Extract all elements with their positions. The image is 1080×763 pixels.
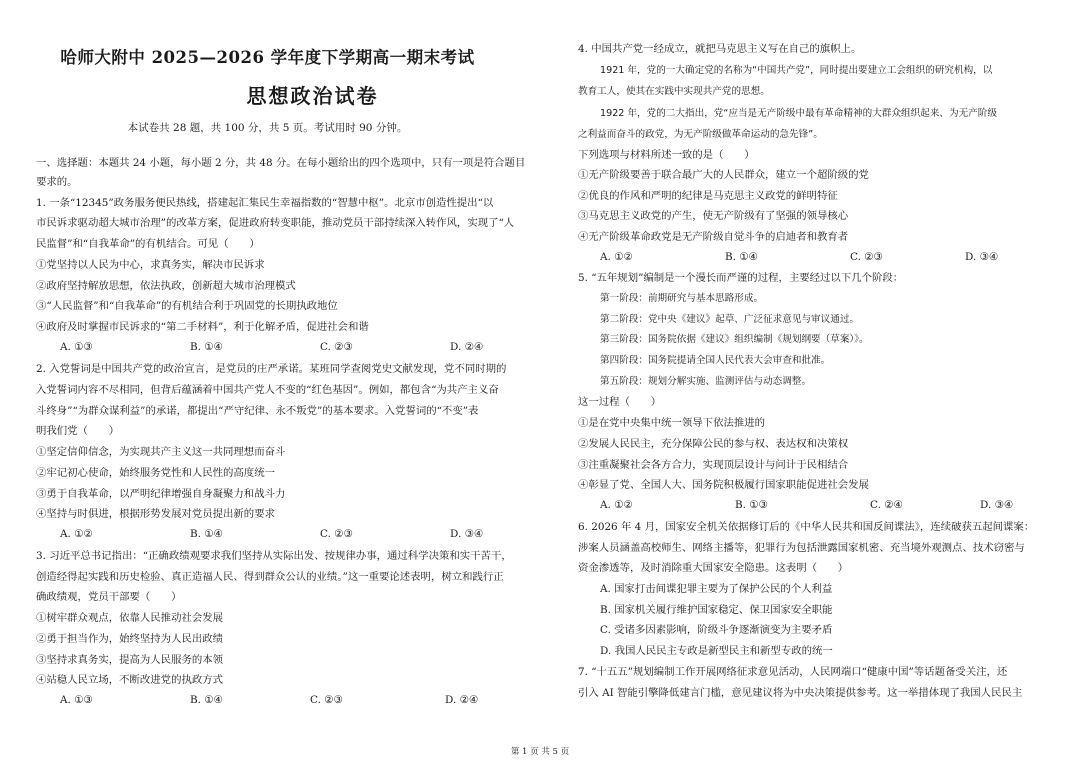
- q6-stem: 涉案人员涵盖高校师生、网络主播等，犯罪行为包括泄露国家机密、充当境外观测点、技术窃密与: [578, 542, 1025, 554]
- q2-option-a[interactable]: A. ①②: [60, 528, 93, 540]
- q1-stem: 市民诉求驱动超大城市治理”的改革方案，促进政府转变职能，推动党员干部持续深入转作风，实现了“人: [36, 217, 515, 229]
- q6-stem: 6. 2026 年 4 月，国家安全机关依据修订后的《中华人民共和国反间谍法》，连续破获五起间谍案：: [578, 521, 1035, 533]
- q4-material: 之利益而奋斗的政党，为无产阶级做革命运动的急先锋”。: [578, 129, 823, 140]
- q2-choice: ②牢记初心使命，始终服务党性和人民性的高度统一: [36, 467, 275, 479]
- q5-stage: 第五阶段：规划分解实施、监测评估与动态调整。: [600, 376, 812, 387]
- q5-question: 这一过程（ ）: [578, 396, 662, 408]
- q5-option-d[interactable]: D. ③④: [980, 499, 1014, 511]
- q4-material: 1922 年，党的二大指出，党“应当是无产阶级中最有革命精神的大群众组织起来、为无产阶级: [600, 108, 997, 119]
- q5-choice: ③注重凝聚社会各方合力，实现顶层设计与问计于民相结合: [578, 459, 849, 471]
- section-heading: 一、选择题：本题共 24 小题，每小题 2 分，共 48 分。在每小题给出的四个选项中，只有一项是符合题目: [36, 157, 526, 169]
- q7-stem: 引入 AI 智能引擎降低建言门槛，意见建议将为中央决策提供参考。这一举措体现了我国人民民主: [578, 687, 1023, 699]
- q4-option-a[interactable]: A. ①②: [600, 251, 633, 263]
- q1-stem: 1. 一条“12345”政务服务便民热线，搭建起汇集民生幸福指数的“智慧中枢”。北京市创造性提出“以: [36, 197, 494, 209]
- q5-option-b[interactable]: B. ①③: [735, 499, 768, 511]
- q2-choice: ③勇于自我革命，以严明纪律增强自身凝聚力和战斗力: [36, 488, 286, 500]
- q4-choice: ②优良的作风和严明的纪律是马克思主义政党的鲜明特征: [578, 190, 838, 202]
- q2-option-b[interactable]: B. ①④: [190, 528, 223, 540]
- q6-option-a[interactable]: A. 国家打击间谍犯罪主要为了保护公民的个人利益: [600, 583, 833, 595]
- q5-stage: 第一阶段：前期研究与基本思路形成。: [600, 293, 764, 304]
- page-footer: 第 1 页 共 5 页: [510, 747, 570, 757]
- section-heading-cont: 要求的。: [36, 176, 78, 188]
- q1-option-a[interactable]: A. ①③: [60, 341, 93, 353]
- q3-option-b[interactable]: B. ①④: [190, 694, 223, 706]
- q4-option-b[interactable]: B. ①④: [725, 251, 758, 263]
- q5-choice: ②发展人民民主，充分保障公民的参与权、表达权和决策权: [578, 438, 849, 450]
- q4-choice: ①无产阶级要善于联合最广大的人民群众，建立一个超阶级的党: [578, 169, 869, 181]
- q3-stem: 创造经得起实践和历史检验、真正造福人民、得到群众公认的业绩。”这一重要论述表明，树立和践行正: [36, 571, 504, 583]
- q1-choice: ①党坚持以人民为中心，求真务实，解决市民诉求: [36, 259, 265, 271]
- q2-stem: 明我们党（ ）: [36, 425, 120, 437]
- q6-option-b[interactable]: B. 国家机关履行维护国家稳定、保卫国家安全职能: [600, 604, 833, 616]
- q5-stage: 第四阶段：国务院提请全国人民代表大会审查和批准。: [600, 355, 831, 366]
- q2-option-c[interactable]: C. ②③: [320, 528, 353, 540]
- q3-choice: ②勇于担当作为，始终坚持为人民出政绩: [36, 633, 224, 645]
- q6-stem: 资金渗透等，及时消除重大国家安全隐患。这表明（ ）: [578, 562, 849, 574]
- q4-option-d[interactable]: D. ③④: [965, 251, 999, 263]
- q1-option-d[interactable]: D. ②④: [450, 341, 484, 353]
- q3-choice: ①树牢群众观点，依靠人民推动社会发展: [36, 612, 224, 624]
- exam-title: 哈师大附中 2025—2026 学年度下学期高一期末考试: [60, 48, 475, 67]
- q5-choice: ①是在党中央集中统一领导下依法推进的: [578, 417, 766, 429]
- q1-choice: ④政府及时掌握市民诉求的“第二手材料”，利于化解矛盾，促进社会和谐: [36, 321, 369, 333]
- q1-option-b[interactable]: B. ①④: [190, 341, 223, 353]
- q5-choice: ④彰显了党、全国人大、国务院积极履行国家职能促进社会发展: [578, 479, 869, 491]
- q6-option-d[interactable]: D. 我国人民民主专政是新型民主和新型专政的统一: [600, 645, 833, 657]
- q4-stem: 4. 中国共产党一经成立，就把马克思主义写在自己的旗帜上。: [578, 43, 862, 55]
- q4-question: 下列选项与材料所述一致的是（ ）: [578, 149, 755, 161]
- q3-option-a[interactable]: A. ①③: [60, 694, 93, 706]
- q2-stem: 2. 入党誓词是中国共产党的政治宣言，是党员的庄严承诺。某班同学查阅党史文献发现，党不同时期的: [36, 363, 507, 375]
- q3-stem: 确政绩观，党员干部要（ ）: [36, 591, 182, 603]
- q3-option-c[interactable]: C. ②③: [310, 694, 343, 706]
- q2-stem: 斗终身”“为群众谋利益”的承诺，都提出“严守纪律、永不叛党”的基本要求。入党誓词的“不变”表: [36, 405, 479, 417]
- q7-stem: 7. “十五五”规划编制工作开展网络征求意见活动，人民网端口“健康中国”等话题备受关注，还: [578, 666, 1008, 678]
- q2-stem: 入党誓词内容不尽相同，但背后蕴涵着中国共产党人不变的“红色基因”。例如，都包含“为共产主义奋: [36, 384, 499, 396]
- q4-option-c[interactable]: C. ②③: [850, 251, 883, 263]
- q5-option-c[interactable]: C. ②④: [870, 499, 903, 511]
- q3-option-d[interactable]: D. ②④: [445, 694, 479, 706]
- q5-stage: 第三阶段：国务院依据《建议》组织编制《规划纲要（草案）》。: [600, 334, 869, 345]
- q4-choice: ③马克思主义政党的产生，使无产阶级有了坚强的领导核心: [578, 210, 849, 222]
- q4-material: 教育工人，使其在实践中实现共产党的思想。: [578, 86, 770, 97]
- q3-choice: ③坚持求真务实，提高为人民服务的本领: [36, 654, 224, 666]
- q3-stem: 3. 习近平总书记指出：“正确政绩观要求我们坚持从实际出发、按规律办事，通过科学决策和实干苦干，: [36, 550, 512, 562]
- q4-material: 1921 年，党的一大确定党的名称为“中国共产党”，同时提出要建立工会组织的研究机构，以: [600, 65, 993, 76]
- q6-option-c[interactable]: C. 受诸多因素影响，阶级斗争逐渐演变为主要矛盾: [600, 624, 833, 636]
- q3-choice: ④站稳人民立场，不断改进党的执政方式: [36, 674, 224, 686]
- q5-stage: 第二阶段：党中央《建议》起草、广泛征求意见与审议通过。: [600, 314, 860, 325]
- subject-title: 思想政治试卷: [246, 84, 379, 108]
- q4-choice: ④无产阶级革命政党是无产阶级自觉斗争的启迪者和教育者: [578, 231, 849, 243]
- q1-stem: 民监督”和“自我革命”的有机结合。可见（ ）: [36, 238, 260, 250]
- q1-choice: ③“人民监督”和“自我革命”的有机结合利于巩固党的长期执政地位: [36, 300, 338, 312]
- q5-option-a[interactable]: A. ①②: [600, 499, 633, 511]
- exam-note: 本试卷共 28 题，共 100 分，共 5 页。考试用时 90 分钟。: [127, 122, 408, 134]
- q1-option-c[interactable]: C. ②③: [320, 341, 353, 353]
- q2-choice: ①坚定信仰信念，为实现共产主义这一共同理想而奋斗: [36, 446, 286, 458]
- q1-choice: ②政府坚持解放思想，依法执政，创新超大城市治理模式: [36, 280, 296, 292]
- q5-stem: 5. “五年规划”编制是一个漫长而严谨的过程，主要经过以下几个阶段：: [578, 272, 904, 284]
- q2-option-d[interactable]: D. ③④: [450, 528, 484, 540]
- q2-choice: ④坚持与时俱进，根据形势发展对党员提出新的要求: [36, 508, 275, 520]
